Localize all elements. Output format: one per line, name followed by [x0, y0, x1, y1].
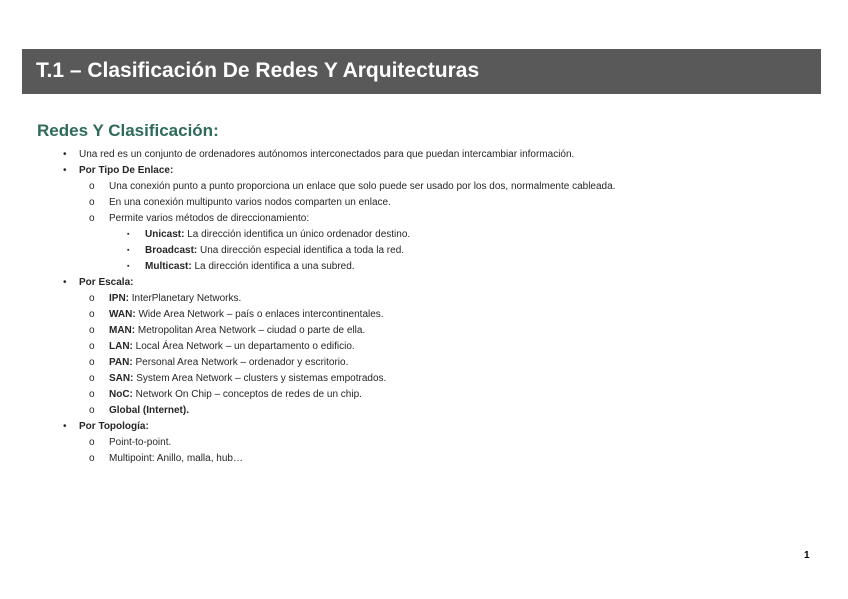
bullet-marker: o	[89, 341, 95, 352]
list-item-level-2	[60, 451, 820, 467]
list-item-level-1	[60, 163, 820, 179]
list-item-level-2	[60, 403, 820, 419]
list-item-level-2	[60, 387, 820, 403]
list-item-text: La dirección identifica a una subred.	[191, 261, 355, 272]
list-item-level-1	[60, 275, 820, 291]
bullet-marker: o	[89, 309, 95, 320]
list-item-level-2	[60, 323, 820, 339]
content-list	[60, 147, 820, 467]
bullet-marker: ▪	[127, 247, 130, 254]
list-item-text: Una dirección especial identifica a toda la red.	[197, 245, 405, 256]
list-item-term: Global (Internet).	[109, 405, 189, 416]
bullet-marker: •	[63, 149, 67, 160]
list-item-level-1	[60, 147, 820, 163]
list-item-level-1	[60, 419, 820, 435]
list-item-term: PAN:	[109, 357, 133, 368]
bullet-marker: •	[63, 277, 67, 288]
list-item-term: MAN:	[109, 325, 136, 336]
bullet-marker: o	[89, 389, 95, 400]
bullet-marker: •	[63, 165, 67, 176]
list-item-term: Unicast:	[145, 229, 185, 240]
list-item-level-2	[60, 307, 820, 323]
list-item-level-2	[60, 339, 820, 355]
content-list-container	[60, 147, 820, 467]
bullet-marker: o	[89, 437, 95, 448]
bullet-marker: o	[89, 405, 95, 416]
bullet-marker: o	[89, 325, 95, 336]
list-item-text: Metropolitan Area Network – ciudad o parte de ella.	[135, 325, 366, 336]
list-item-text: Multipoint: Anillo, malla, hub…	[109, 453, 243, 464]
bullet-marker: ▪	[127, 263, 130, 270]
bullet-marker: o	[89, 213, 95, 224]
section-heading: Redes Y Clasificación:	[37, 121, 219, 140]
list-item-text: InterPlanetary Networks.	[129, 293, 242, 304]
list-item-term: Por Tipo De Enlace:	[79, 165, 174, 176]
list-item-level-2	[60, 195, 820, 211]
list-item-level-3	[60, 259, 820, 275]
list-item-term: NoC:	[109, 389, 133, 400]
bullet-marker: o	[89, 373, 95, 384]
list-item-text: Permite varios métodos de direccionamiento:	[109, 213, 310, 224]
list-item-term: SAN:	[109, 373, 134, 384]
list-item-text: En una conexión multipunto varios nodos comparten un enlace.	[109, 197, 391, 208]
list-item-level-2	[60, 179, 820, 195]
bullet-marker: o	[89, 293, 95, 304]
list-item-text: La dirección identifica un único ordenador destino.	[184, 229, 411, 240]
list-item-term: Por Escala:	[79, 277, 134, 288]
list-item-text: Network On Chip – conceptos de redes de un chip.	[132, 389, 362, 400]
page-number: 1	[804, 550, 810, 561]
list-item-level-2	[60, 435, 820, 451]
list-item-level-2	[60, 291, 820, 307]
list-item-level-3	[60, 243, 820, 259]
list-item-term: Multicast:	[145, 261, 192, 272]
bullet-marker: o	[89, 181, 95, 192]
bullet-marker: o	[89, 357, 95, 368]
list-item-text: Personal Area Network – ordenador y escritorio.	[132, 357, 349, 368]
list-item-text: Wide Area Network – país o enlaces intercontinentales.	[135, 309, 384, 320]
page-title: T.1 – Clasificación De Redes Y Arquitecturas	[36, 59, 480, 82]
list-item-term: WAN:	[109, 309, 136, 320]
list-item-level-3	[60, 227, 820, 243]
list-item-level-2	[60, 371, 820, 387]
title-bar	[22, 49, 821, 94]
list-item-term: Broadcast:	[145, 245, 198, 256]
list-item-text: Una conexión punto a punto proporciona un enlace que solo puede ser usado por los dos, normalmente cableada.	[109, 181, 616, 192]
list-item-level-2	[60, 355, 820, 371]
bullet-marker: o	[89, 453, 95, 464]
list-item-term: LAN:	[109, 341, 133, 352]
bullet-marker: •	[63, 421, 67, 432]
list-item-term: Por Topología:	[79, 421, 149, 432]
list-item-text: Una red es un conjunto de ordenadores autónomos interconectados para que puedan intercambiar información.	[79, 149, 575, 160]
bullet-marker: ▪	[127, 231, 130, 238]
list-item-text: System Area Network – clusters y sistemas empotrados.	[133, 373, 387, 384]
list-item-level-2	[60, 211, 820, 227]
bullet-marker: o	[89, 197, 95, 208]
list-item-text: Point-to-point.	[109, 437, 172, 448]
list-item-term: IPN:	[109, 293, 129, 304]
list-item-text: Local Área Network – un departamento o edificio.	[132, 341, 355, 352]
